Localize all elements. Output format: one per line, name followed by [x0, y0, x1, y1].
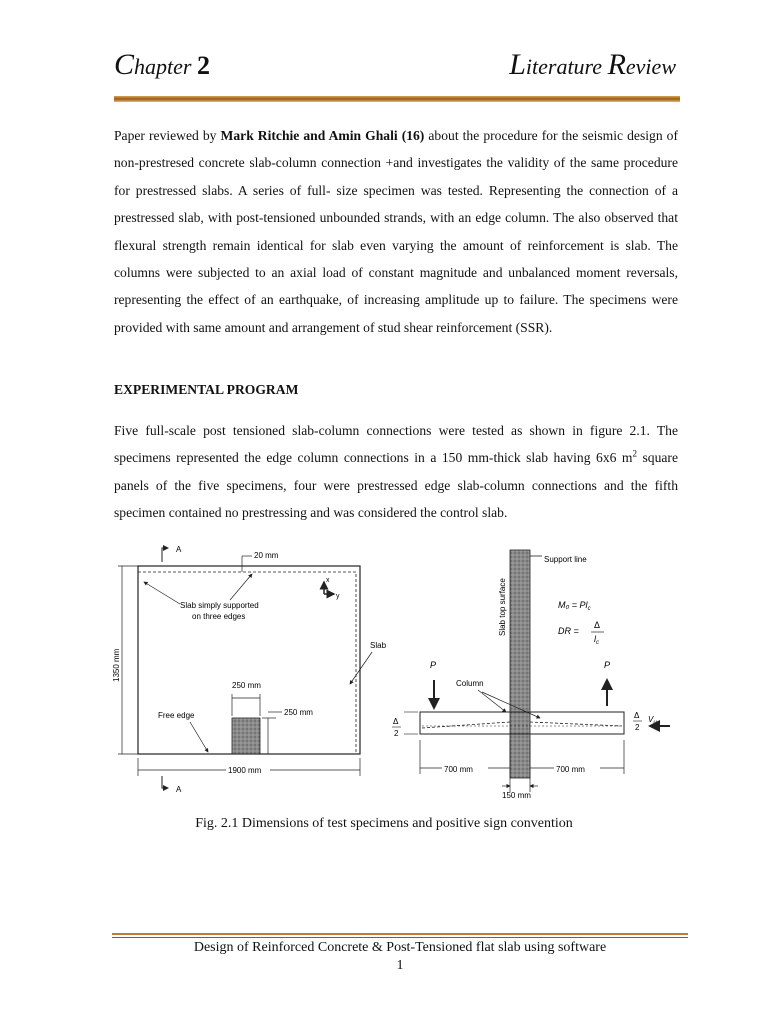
section-a-bottom-label: A: [176, 785, 182, 794]
footer-rule-thin: [112, 937, 688, 938]
drift-ratio-denominator: $l_c$: [594, 634, 599, 646]
support-note-line2: on three edges: [192, 612, 246, 621]
half-right-label: 2: [635, 723, 640, 732]
page-number: 1: [396, 958, 404, 973]
axis-y-label: y: [336, 593, 340, 600]
header-rule: [114, 96, 680, 102]
sign-convention-diagram: [392, 550, 670, 800]
program-paragraph: Five full-scale post tensioned slab-column connections were tested as shown in figure 2.1. The specimens represented the edge column connections in a 150 mm-thick slab having 6x6 $m^2$ square panels of the five specimens, four were prestressed edge slab-column connections and the fifth specimen contained no prestressing and was considered the control slab.: [114, 423, 678, 521]
dim-250mm-side-label: 250 mm: [284, 708, 313, 717]
slab-plan-diagram: [112, 545, 387, 794]
dim-250mm-top-label: 250 mm: [232, 681, 261, 690]
dim-1900mm-label: 1900 mm: [228, 766, 262, 775]
slab-label: Slab: [370, 641, 387, 650]
delta-right-label: Δ: [634, 711, 640, 720]
axis-x-label: x: [326, 577, 330, 584]
drift-ratio-numerator: Δ: [594, 620, 601, 630]
figure-caption: Fig. 2.1 Dimensions of test specimens and positive sign convention: [195, 816, 573, 831]
load-p-left-label: P: [430, 660, 437, 670]
delta-left-label: Δ: [393, 717, 399, 726]
dim-1350mm-label: 1350 mm: [112, 648, 121, 682]
moment-equation: $M_0 = Pl_c$: [558, 600, 591, 612]
section-heading: Literature Review: [509, 48, 676, 81]
author-names: Mark Ritchie and Amin Ghali (16): [220, 128, 425, 143]
chapter-heading: Chapter 2: [114, 48, 210, 81]
dim-700mm-right-label: 700 mm: [556, 765, 585, 774]
slab-top-surface-label: Slab top surface: [498, 578, 507, 636]
drift-ratio-label: DR =: [558, 626, 579, 636]
section-a-top-label: A: [176, 545, 182, 554]
section-title: EXPERIMENTAL PROGRAM: [114, 382, 299, 397]
dim-20mm-label: 20 mm: [254, 551, 279, 560]
dim-150mm-label: 150 mm: [502, 791, 531, 800]
column-elevation: [510, 550, 530, 778]
half-left-label: 2: [394, 729, 399, 738]
intro-paragraph: Paper reviewed by Mark Ritchie and Amin Ghali (16) about the procedure for the seismic design of non-prestresed concrete slab-column connection +and investigates the validity of the same procedure for prestressed slabs. A series of full- size specimen was tested. Representing the connection of a prestressed slab, with post-tensioned unbounded strands, with an edge column. The also observed that flexural strength remain identical for slab even varying the amount of reinforcement is slab. The columns were subjected to an axial load of constant magnitude and unbalanced moment reversals, representing the effect of an earthquake, of increasing amplitude up to failure. The specimens were provided with same amount and arrangement of stud shear reinforcement (SSR).: [114, 128, 678, 335]
footer-rule: [112, 933, 688, 935]
free-edge-label: Free edge: [158, 711, 195, 720]
support-note-line1: Slab simply supported: [180, 601, 259, 610]
column-label: Column: [456, 679, 484, 688]
shear-vu-label: $V_u$: [648, 715, 657, 726]
column-plan: [232, 718, 260, 754]
footer-title: Design of Reinforced Concrete & Post-Tensioned flat slab using software: [193, 940, 607, 955]
dim-700mm-left-label: 700 mm: [444, 765, 473, 774]
figure-2-1: [110, 536, 672, 802]
load-p-right-label: P: [604, 660, 611, 670]
support-line-label: Support line: [544, 555, 587, 564]
